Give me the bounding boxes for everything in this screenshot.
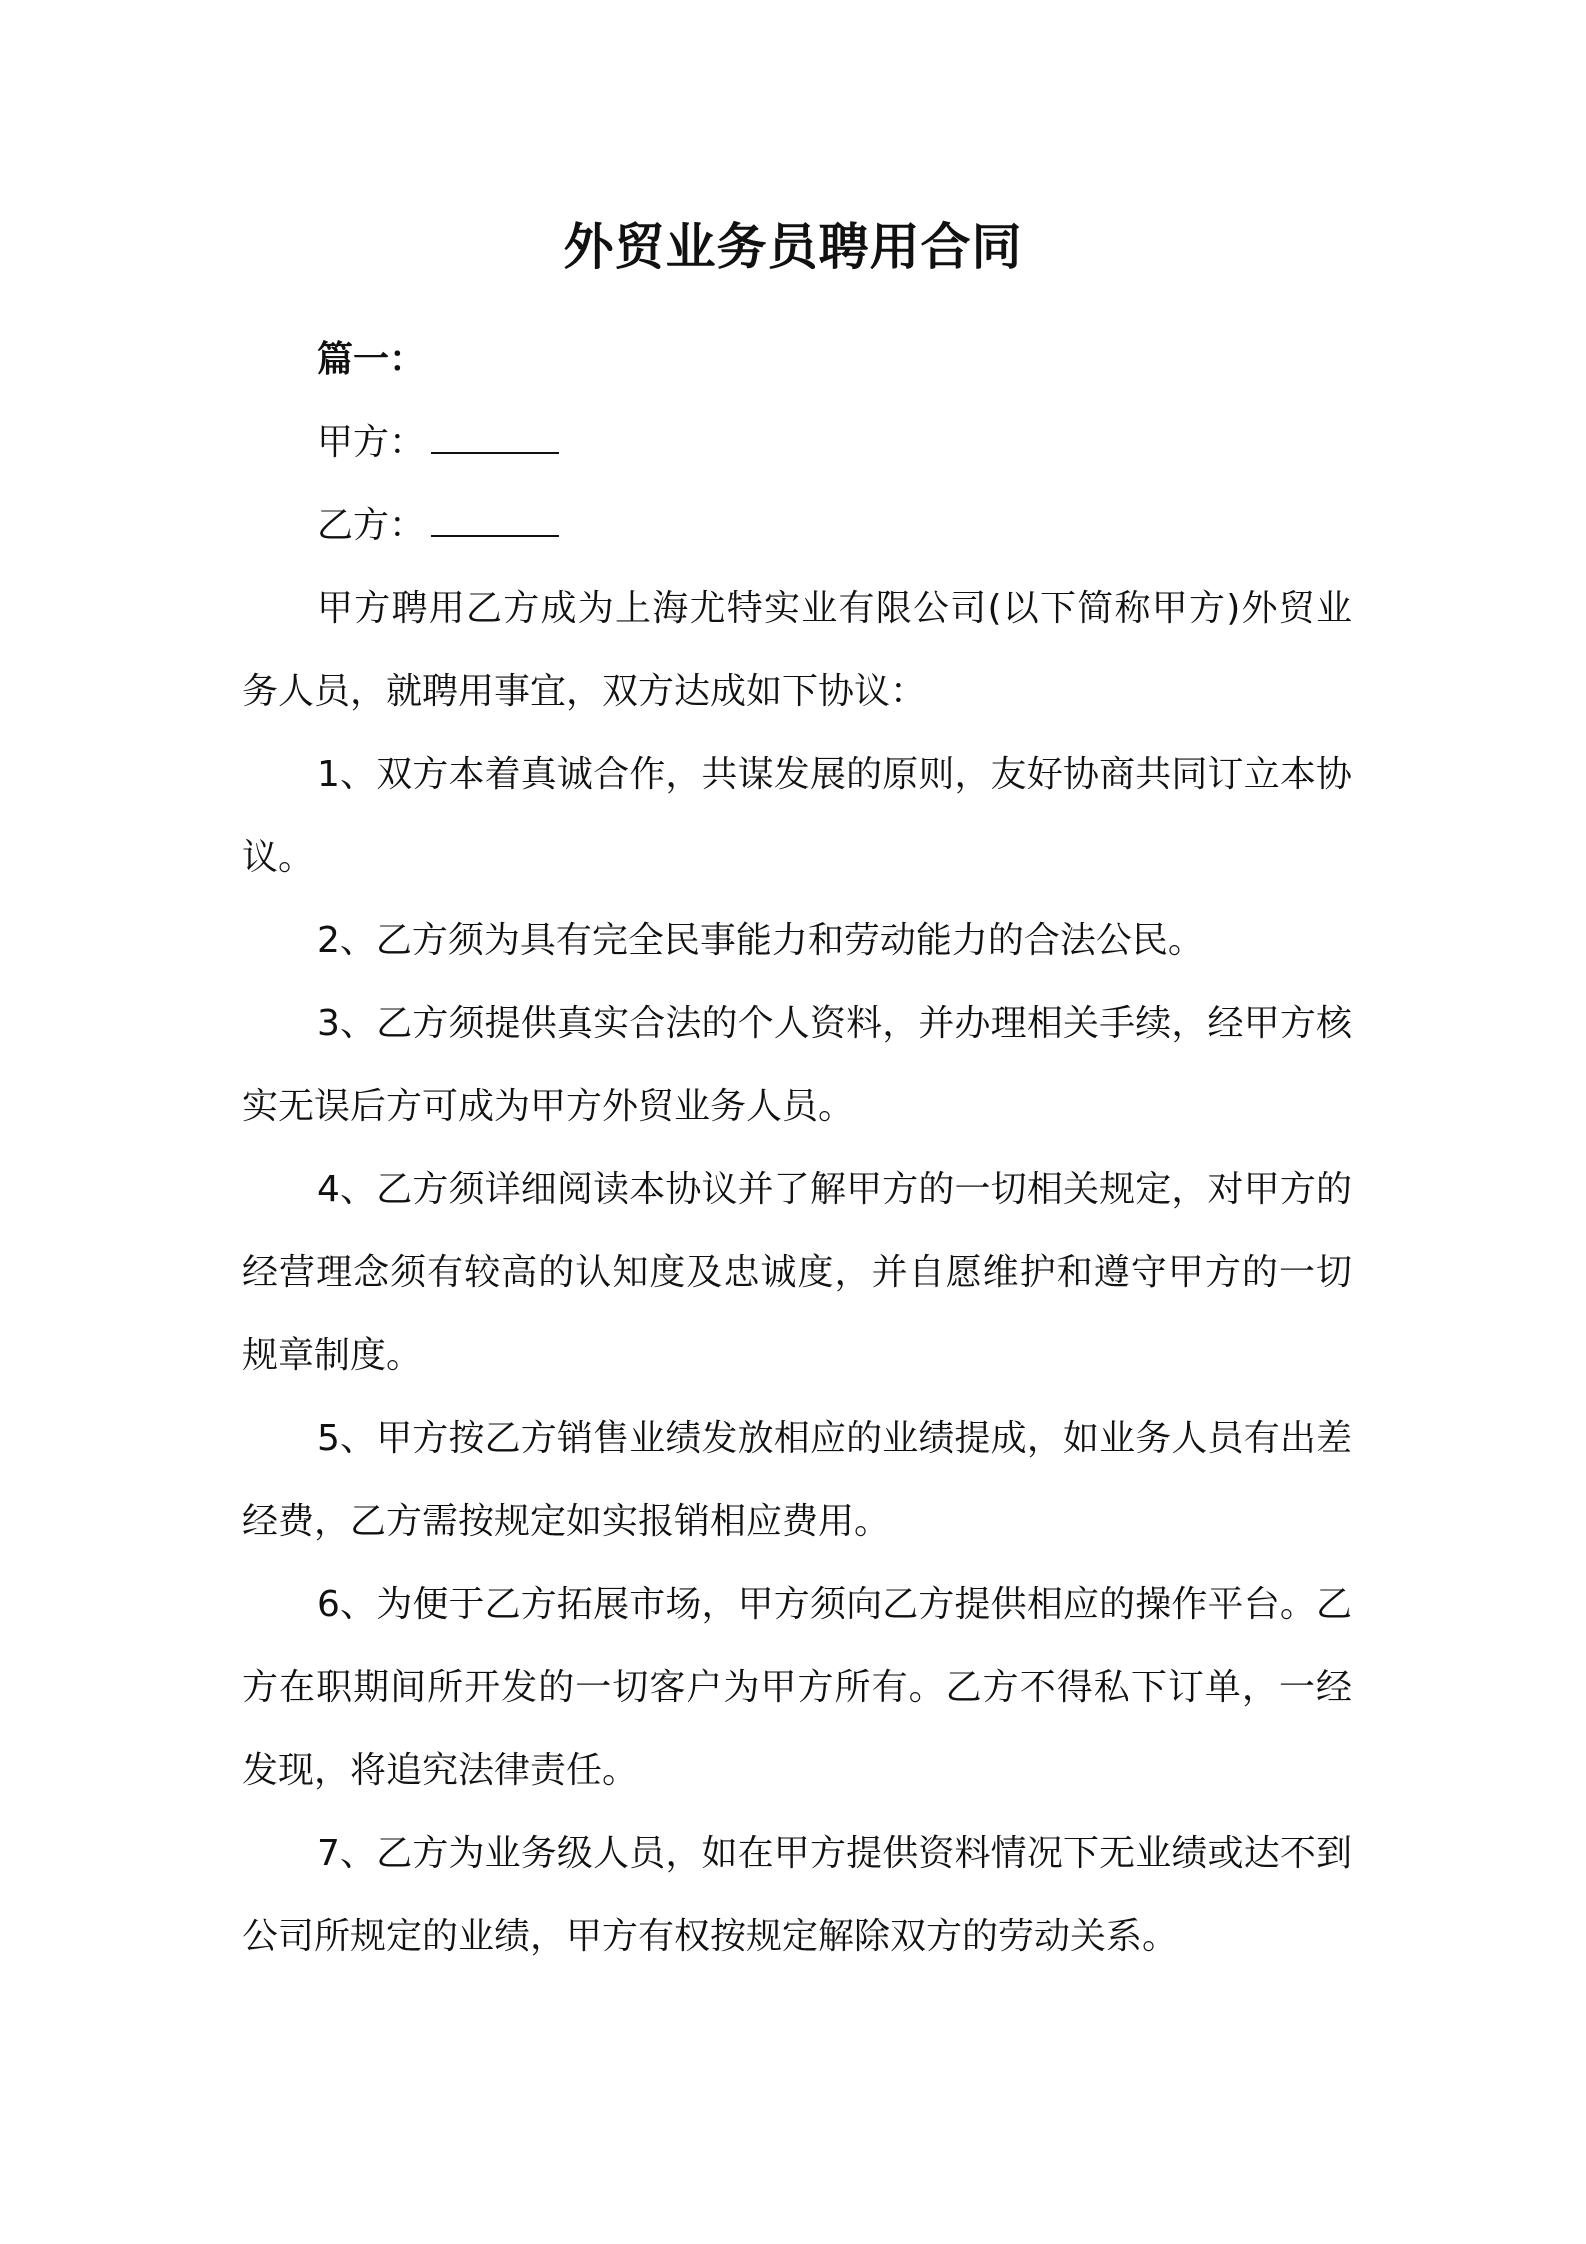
clause-1: 1、双方本着真诚合作，共谋发展的原则，友好协商共同订立本协议。 xyxy=(242,754,1352,878)
clause-4: 4、乙方须详细阅读本协议并了解甲方的一切相关规定，对甲方的经营理念须有较高的认知度及忠诚度，并自愿维护和遵守甲方的一切规章制度。 xyxy=(242,1169,1352,1376)
party-a-blank xyxy=(431,422,559,454)
clause-3: 3、乙方须提供真实合法的个人资料，并办理相关手续，经甲方核实无误后方可成为甲方外贸业务人员。 xyxy=(242,1003,1352,1127)
intro-paragraph: 甲方聘用乙方成为上海尤特实业有限公司(以下简称甲方)外贸业务人员，就聘用事宜，双方达成如下协议： xyxy=(242,588,1352,712)
party-b-line xyxy=(242,484,1352,567)
clause-2: 2、乙方须为具有完全民事能力和劳动能力的合法公民。 xyxy=(317,920,1204,961)
clause-6: 6、为便于乙方拓展市场，甲方须向乙方提供相应的操作平台。乙方在职期间所开发的一切客户为甲方所有。乙方不得私下订单，一经发现，将追究法律责任。 xyxy=(242,1584,1352,1791)
document-body xyxy=(242,318,1352,1978)
party-b-label: 乙方： xyxy=(317,505,426,546)
section-heading: 篇一： xyxy=(317,339,426,380)
party-a-label: 甲方： xyxy=(317,422,426,463)
party-b-blank xyxy=(431,505,559,537)
party-a-line xyxy=(242,401,1352,484)
document-title: 外贸业务员聘用合同 xyxy=(563,218,1023,276)
clause-7: 7、乙方为业务级人员，如在甲方提供资料情况下无业绩或达不到公司所规定的业绩，甲方有权按规定解除双方的劳动关系。 xyxy=(242,1833,1352,1957)
clause-5: 5、甲方按乙方销售业绩发放相应的业绩提成，如业务人员有出差经费，乙方需按规定如实报销相应费用。 xyxy=(242,1418,1352,1542)
